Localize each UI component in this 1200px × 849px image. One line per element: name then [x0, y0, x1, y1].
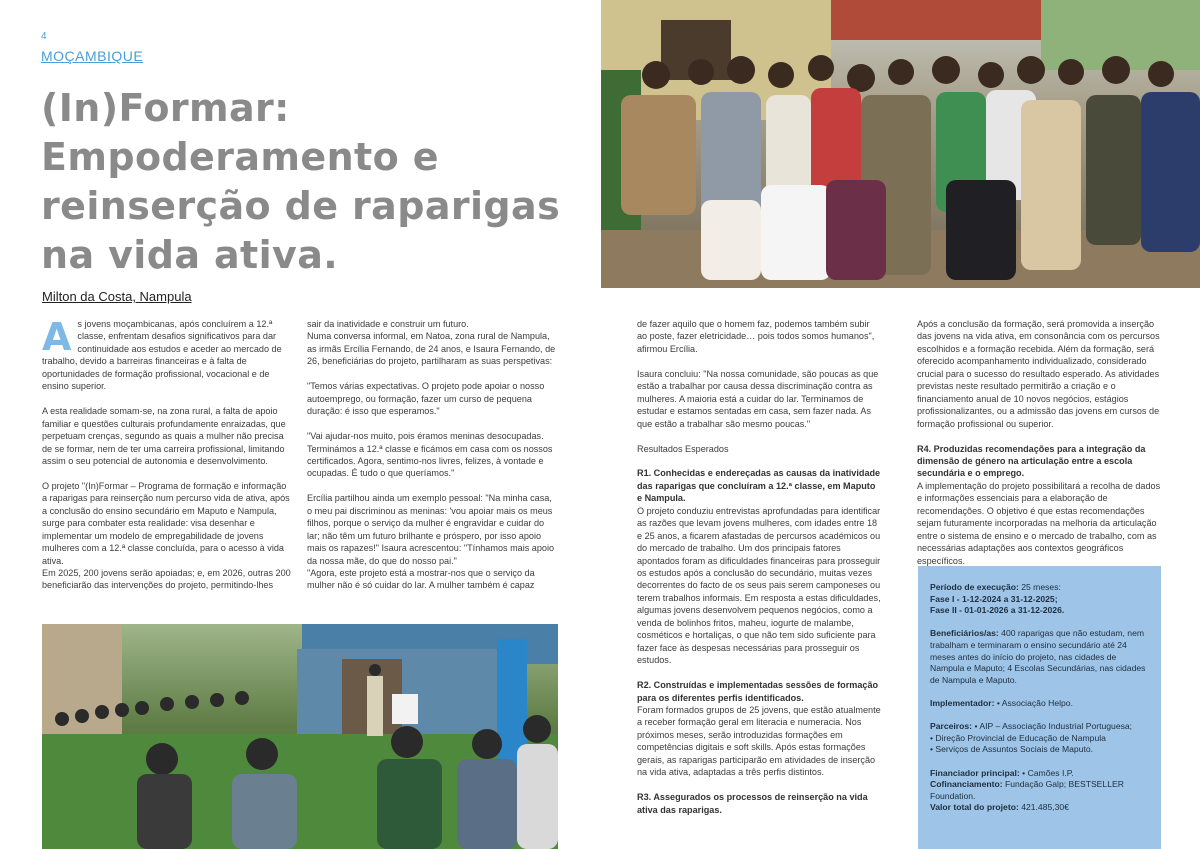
result-r1-text: O projeto conduziu entrevistas aprofundadas para identificar as razões que levam jovens mulheres, com idades entre 18 e 25 anos, a ficarem afastadas de percursos académicos ou do mercado de trabalho. Um dos principais fatores apontados foram as dificuldades financeiras para prosseguir os estudos após a conclusão do secundário, muitas vezes decorrentes do facto de os seus pais serem camponeses ou terem trabalhos informais. Em resposta a estas dificuldades, algumas jovens desenvolvem pequenos negócios, como a venda de bolinhos fritos, maheu, iogurte de malambe, cosméticos e hortaliças, o que não tem sido suficiente para fazer face às despesas necessárias para prosseguir os estudos.: [637, 505, 881, 666]
paragraph: Em 2025, 200 jovens serão apoiadas; e, em 2026, outras 200 beneficiarão das intervenções do projeto, permitindo-lhes: [42, 568, 291, 591]
paragraph: Numa conversa informal, em Natoa, zona rural de Nampula, as irmãs Ercília Fernando, de 24 anos, e Isaura Fernando, de 26, beneficiárias do projeto, partilharam as suas perspetivas:: [307, 331, 556, 367]
paragraph: Ercília partilhou ainda um exemplo pessoal: "Na minha casa, o meu pai discriminou as meninas: 'vou apoiar mais os meus filhos, porque o serviço da mulher é engravidar e cuidar do lar; não têm um futuro brilhante e próspero, por isso apoio mais os rapazes!" Isaura acrescentou: "Tínhamos mais apoio da nossa mãe, do que do nosso pai.": [307, 493, 555, 566]
execution-period: Período de execução: 25 meses: Fase I - 1-12-2024 a 31-12-2025; Fase II - 01-01-2026 a 31-12-2026.: [930, 582, 1065, 616]
subheading: Resultados Esperados: [637, 443, 729, 454]
paragraph: O projeto "(In)Formar – Programa de formação e informação a raparigas para reinserção num percurso vida de ativa, após a conclusão do ensino secundário em Maputo e Nampula, surge para combater esta realidade: visa desenhar e implementar um modelo de empregabilidade de jovens mulheres com a 12.ª classe concluída, para o acesso à vida ativa.: [42, 480, 290, 566]
quote: "Vai ajudar-nos muito, pois éramos meninas desocupadas. Terminámos a 12.ª classe e ficámos em casa com os nossos certificados. Agora, sentimo-nos livres, felizes, à vontade e ocupadas. É tudo o que queríamos.": [307, 431, 553, 479]
group-photo-young-women: [601, 0, 1200, 288]
result-r4-text: A implementação do projeto possibilitará a recolha de dados e informações essenciais para a elaboração de recomendações. O objetivo é que estas recomendações sejam futuramente incorporadas na melhoria da articulação entre o sistema de ensino e o mercado de trabalho, com as necessárias adaptações aos contextos geográficos específicos.: [917, 480, 1161, 566]
funding: Financiador principal: • Camões I.P. Cofinanciamento: Fundação Galp; BESTSELLER Foundation. Valor total do projeto: 421.485,30€: [930, 767, 1124, 813]
text-column-1: [42, 315, 292, 604]
beneficiaries: Beneficiários/as: 400 raparigas que não estudam, nem trabalham e terminaram o ensino secundário até 24 meses antes do início do projeto, nas cidades de Nampula e Maputo; 4 Escolas Secundárias, nas cidades de Nampula e Maputo.: [930, 628, 1146, 685]
article-title: (In)Formar: Empoderamento e reinserção de raparigas na vida ativa.: [41, 86, 561, 277]
result-r2-text: Foram formados grupos de 25 jovens, que estão atualmente a receber formação geral em literacia e numeracia. Nos próximos meses, serão introduzidas formações em competências digitais e soft skills. Após estas formações gerais, as raparigas participarão em atividades de inserção na vida ativa, adaptadas a três perfis distintos.: [637, 704, 881, 778]
paragraph: Após a conclusão da formação, será promovida a inserção das jovens na vida ativa, em consonância com os percursos escolhidos e a formação recebida. Além da formação, será oferecido acompanhamento individualizado, considerado crucial para o sucesso do resultado esperado. As atividades previstas neste resultado permitirão a criação e o financiamento anual de 10 novos negócios, estágios profissionalizantes, ou a admissão das jovens em cursos de formação profissional ou superior.: [917, 319, 1160, 429]
text-column-2: [307, 318, 557, 604]
paragraph: A esta realidade somam-se, na zona rural, a falta de apoio familiar e questões culturais profundamente enraizadas, que perpetuam crenças, segundo as quais a mulher não precisa de se formar, nem de ter uma carreira profissional, limitando assim o seu potencial de autonomia e desenvolvimento.: [42, 406, 286, 466]
text-column-4: [917, 318, 1162, 579]
quote: Isaura concluiu: "Na nossa comunidade, são poucas as que estão a trabalhar por causa dessa discriminação contra as mulheres. A maioria está a cuidar do lar. Terminamos de estudar e estamos sentadas em casa, sem fazer nada. As que estão a trabalhar são mesmo poucas.": [637, 368, 879, 429]
drop-cap: A: [42, 315, 72, 359]
project-info-box: [918, 566, 1161, 849]
partners: Parceiros: • AIP – Associação Industrial Portuguesa; • Direção Provincial de Educação de Nampula • Serviços de Assuntos Sociais de Maputo.: [930, 721, 1133, 755]
photo-illustration: [42, 624, 558, 849]
author-byline: Milton da Costa, Nampula: [42, 289, 192, 304]
intro-paragraph: As jovens moçambicanas, após concluírem a 12.ª classe, enfrentam desafios significativos para dar continuidade aos estudos e aceder ao mercado de trabalho, devido a barreiras financeiras e à falta de oportunidades de formação profissional, vocacional e de ensino superior.: [42, 315, 282, 392]
quote: de fazer aquilo que o homem faz, podemos também subir ao poste, fazer eletricidade… pois todos somos humanos", afirmou Ercília.: [637, 319, 875, 354]
page-number: 4: [41, 31, 47, 42]
text-column-3: [637, 318, 882, 816]
photo-illustration: [601, 0, 1200, 288]
result-r1-title: R1. Conhecidas e endereçadas as causas da inatividade das raparigas que concluíram a 12.ª classe, em Maputo e Nampula.: [637, 468, 881, 504]
training-session-photo: [42, 624, 558, 849]
result-r4-title: R4. Produzidas recomendações para a integração da dimensão de género na articulação entre a escola secundária e o emprego.: [917, 443, 1146, 479]
section-label: MOÇAMBIQUE: [41, 48, 144, 64]
paragraph: sair da inatividade e construir um futuro.: [307, 319, 469, 329]
quote: "Temos várias expectativas. O projeto pode apoiar o nosso autoemprego, ou formação, fazer um curso de pequena duração: é isso que esperamos.": [307, 381, 545, 417]
quote: "Agora, este projeto está a mostrar-nos que o serviço da mulher não é só cuidar do lar. A mulher também é capaz: [307, 568, 535, 591]
implementer: Implementador: • Associação Helpo.: [930, 697, 1073, 708]
result-r3-title: R3. Assegurados os processos de reinserção na vida ativa das raparigas.: [637, 792, 868, 815]
result-r2-title: R2. Construídas e implementadas sessões de formação para os diferentes perfis identificados.: [637, 680, 879, 703]
